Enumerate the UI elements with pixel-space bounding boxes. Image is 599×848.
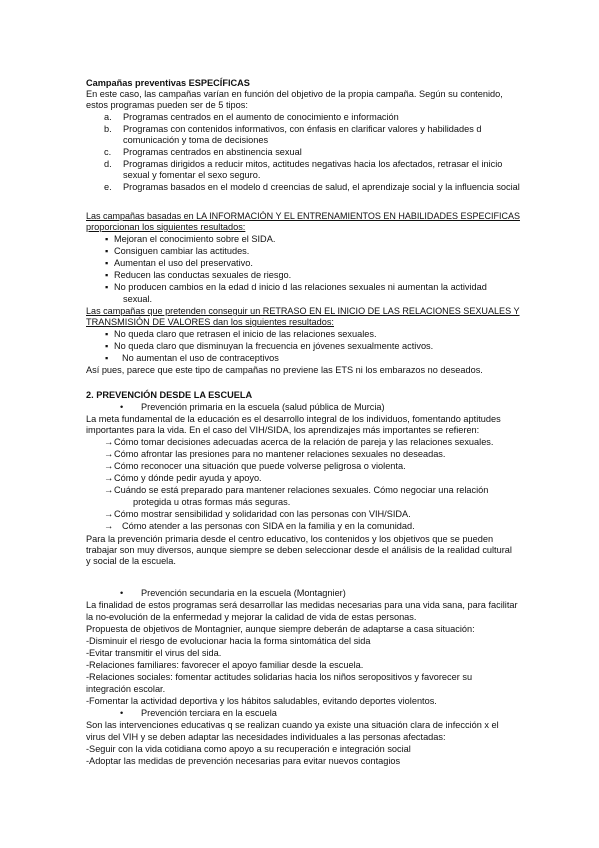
round-bullet: •	[120, 402, 124, 412]
tertiary-item-2: -Adoptar las medidas de prevención necesarias para evitar nuevos contagios	[86, 756, 401, 766]
square-bullet: ▪	[105, 353, 109, 363]
square-bullet: ▪	[105, 341, 109, 351]
type-e-line-1: Programas basados en el modelo d creencias de salud, el aprendizaje social y la influencia social	[123, 182, 520, 192]
intro-line-2: estos programas pueden ser de 5 tipos:	[86, 100, 248, 110]
type-a-line-1: Programas centrados en el aumento de conocimiento e información	[123, 112, 399, 122]
type-marker-a: a.	[104, 112, 112, 122]
objective-1: -Disminuir el riesgo de evolucionar hacia la forma sintomática del sida	[86, 636, 371, 646]
learning-5-line-2: protegida u otras formas más seguras.	[133, 497, 291, 507]
secondary-para-line-3: Propuesta de objetivos de Montagnier, aunque siempre deberán de adaptarse a casa situación:	[86, 624, 475, 634]
section-title-school-prevention: 2. PREVENCIÓN DESDE LA ESCUELA	[86, 390, 253, 400]
learning-4: Cómo y dónde pedir ayuda y apoyo.	[114, 473, 262, 483]
learning-7: Cómo atender a las personas con SIDA en la familia y en la comunidad.	[122, 521, 415, 531]
arrow-marker: →	[104, 449, 114, 459]
objective-3: -Relaciones familiares: favorecer el apoyo familiar desde la escuela.	[86, 660, 364, 670]
arrow-marker: →	[104, 437, 114, 447]
objective-5: -Fomentar la actividad deportiva y los hábitos saludables, evitando deportes violentos.	[86, 696, 437, 706]
tertiary-para-line-1: Son las intervenciones educativas q se realizan cuando ya existe una situación clara de infección x el	[86, 720, 499, 730]
info-result-5-line-2: sexual.	[123, 294, 153, 304]
type-d-line-2: sexual y fomentar el sexo seguro.	[123, 170, 261, 180]
primary-prevention-heading: Prevención primaria en la escuela (salud pública de Murcia)	[141, 402, 385, 412]
tertiary-item-1: -Seguir con la vida cotidiana como apoyo a su recuperación e integración social	[86, 744, 411, 754]
type-d-line-1: Programas dirigidos a reducir mitos, actitudes negativas hacia los afectados, retrasar el inicio	[123, 159, 503, 169]
secondary-para-line-1: La finalidad de estos programas será desarrollar las medidas necesarias para una vida sana, para facilitar	[86, 600, 518, 610]
primary-closing-line-2: trabajar son muy diversos, aunque siempre se deben seleccionar desde el análisis de la realidad cultural	[86, 545, 512, 555]
square-bullet: ▪	[105, 234, 109, 244]
delay-campaigns-heading-2: TRANSMISIÓN DE VALORES dan los siguientes resultados:	[86, 317, 334, 327]
section-title-specific-campaigns: Campañas preventivas ESPECÍFICAS	[86, 78, 250, 88]
round-bullet: •	[120, 588, 124, 598]
learning-3: Cómo reconocer una situación que puede volverse peligrosa o violenta.	[114, 461, 406, 471]
delay-result-2: No queda claro que disminuyan la frecuencia en jóvenes sexualmente activos.	[114, 341, 434, 351]
type-b-line-2: comunicación y toma de decisiones	[123, 135, 269, 145]
learning-5-line-1: Cuándo se está preparado para mantener relaciones sexuales. Cómo negociar una relación	[114, 485, 489, 495]
arrow-marker: →	[104, 521, 114, 531]
info-result-4: Reducen las conductas sexuales de riesgo.	[114, 270, 292, 280]
primary-para-line-2: importantes para la vida. En el caso del VIH/SIDA, los aprendizajes más importantes se refieren:	[86, 425, 480, 435]
type-marker-c: c.	[104, 147, 112, 157]
square-bullet: ▪	[105, 329, 109, 339]
arrow-marker: →	[104, 485, 114, 495]
info-result-3: Aumentan el uso del preservativo.	[114, 258, 253, 268]
round-bullet: •	[120, 708, 124, 718]
type-marker-e: e.	[104, 182, 112, 192]
info-campaigns-heading-2: proporcionan los siguientes resultados:	[86, 222, 246, 232]
type-marker-b: b.	[104, 124, 112, 134]
tertiary-para-line-2: virus del VIH y se deben adaptar las necesidades individuales a las personas afectadas:	[86, 732, 446, 742]
delay-conclusion: Así pues, parece que este tipo de campañas no previene las ETS ni los embarazos no deseados.	[86, 365, 483, 375]
type-marker-d: d.	[104, 159, 112, 169]
learning-2: Cómo afrontar las presiones para no mantener relaciones sexuales no deseadas.	[114, 449, 446, 459]
objective-4: -Relaciones sociales: fomentar actitudes solidarias hacia los niños seropositivos y favorecer su	[86, 672, 473, 682]
learning-6: Cómo mostrar sensibilidad y solidaridad con las personas con VIH/SIDA.	[114, 509, 411, 519]
objective-4-cont: integración escolar.	[86, 684, 166, 694]
info-result-1: Mejoran el conocimiento sobre el SIDA.	[114, 234, 276, 244]
arrow-marker: →	[104, 461, 114, 471]
primary-para-line-1: La meta fundamental de la educación es el desarrollo integral de los individuos, fomentando aptitudes	[86, 414, 501, 424]
secondary-para-line-2: la no-evolución de la enfermedad y mejorar la calidad de vida de estas personas.	[86, 612, 417, 622]
info-result-2: Consiguen cambiar las actitudes.	[114, 246, 250, 256]
delay-campaigns-heading-1: Las campañas que pretenden conseguir un RETRASO EN EL INICIO DE LAS RELACIONES SEXUALES Y	[86, 306, 520, 316]
primary-closing-line-3: y social de la escuela.	[86, 556, 176, 566]
type-c-line-1: Programas centrados en abstinencia sexual	[123, 147, 302, 157]
primary-closing-line-1: Para la prevención primaria desde el centro educativo, los contenidos y los objetivos que se pueden	[86, 534, 494, 544]
secondary-prevention-heading: Prevención secundaria en la escuela (Montagnier)	[141, 588, 346, 598]
square-bullet: ▪	[105, 258, 109, 268]
square-bullet: ▪	[105, 270, 109, 280]
learning-1: Cómo tomar decisiones adecuadas acerca de la relación de pareja y las relaciones sexuales.	[114, 437, 494, 447]
arrow-marker: →	[104, 509, 114, 519]
info-campaigns-heading-1: Las campañas basadas en LA INFORMACIÓN Y EL ENTRENAMIENTOS EN HABILIDADES ESPECIFICAS	[86, 211, 521, 221]
square-bullet: ▪	[105, 246, 109, 256]
intro-line-1: En este caso, las campañas varían en función del objetivo de la propia campaña. Según su contenido,	[86, 89, 503, 99]
delay-result-1: No queda claro que retrasen el inicio de las relaciones sexuales.	[114, 329, 377, 339]
square-bullet: ▪	[105, 282, 109, 292]
info-result-5-line-1: No producen cambios en la edad d inicio d las relaciones sexuales ni aumentan la actividad	[114, 282, 487, 292]
tertiary-prevention-heading: Prevención terciara en la escuela	[141, 708, 277, 718]
delay-result-3: No aumentan el uso de contraceptivos	[122, 353, 279, 363]
arrow-marker: →	[104, 473, 114, 483]
objective-2: -Evitar transmitir el virus del sida.	[86, 648, 222, 658]
type-b-line-1: Programas con contenidos informativos, con énfasis en clarificar valores y habilidades d	[123, 124, 482, 134]
